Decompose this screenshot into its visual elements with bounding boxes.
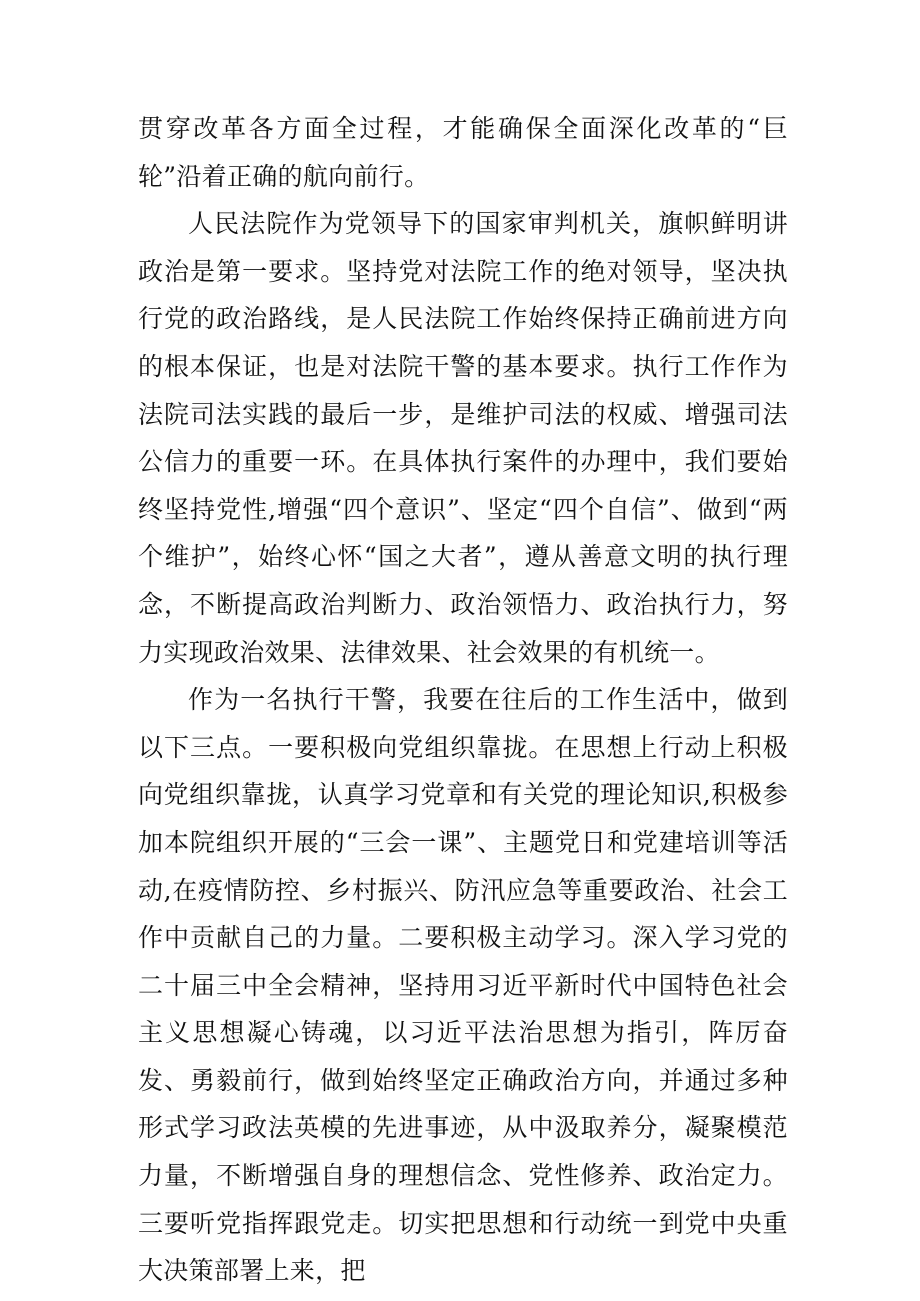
paragraph-2: 人民法院作为党领导下的国家审判机关，旗帜鲜明讲政治是第一要求。坚持党对法院工作的绝对领导，坚决执行党的政治路线，是人民法院工作始终保持正确前进方向的根本保证，也是对法院干警的基本要求。执行工作作为法院司法实践的最后一步，是维护司法的权威、增强司法公信力的重要一环。在具体执行案件的办理中，我们要始终坚持党性,增强“四个意识”、坚定“四个自信”、做到“两个维护”，始终心怀“国之大者”，遵从善意文明的执行理念，不断提高政治判断力、政治领悟力、政治执行力，努力实现政治效果、法律效果、社会效果的有机统一。 bbox=[138, 209, 788, 667]
paragraph-3: 作为一名执行干警，我要在往后的工作生活中，做到以下三点。一要积极向党组织靠拢。在思想上行动上积极向党组织靠拢，认真学习党章和有关党的理论知识,积极参加本院组织开展的“三会一课”、主题党日和党建培训等活动,在疫情防控、乡村振兴、防汛应急等重要政治、社会工作中贡献自己的力量。二要积极主动学习。深入学习党的二十届三中全会精神，坚持用习近平新时代中国特色社会主义思想凝心铸魂，以习近平法治思想为指引，阵厉奋发、勇毅前行，做到始终坚定正确政治方向，并通过多种形式学习政法英模的先进事迹，从中汲取养分，凝聚模范力量，不断增强自身的理想信念、党性修养、政治定力。三要听党指挥跟党走。切实把思想和行动统一到党中央重大决策部署上来，把 bbox=[138, 685, 788, 1286]
paragraph-1: 贯穿改革各方面全过程，才能确保全面深化改革的“巨轮”沿着正确的航向前行。 bbox=[138, 114, 788, 191]
body-text bbox=[138, 105, 788, 1295]
